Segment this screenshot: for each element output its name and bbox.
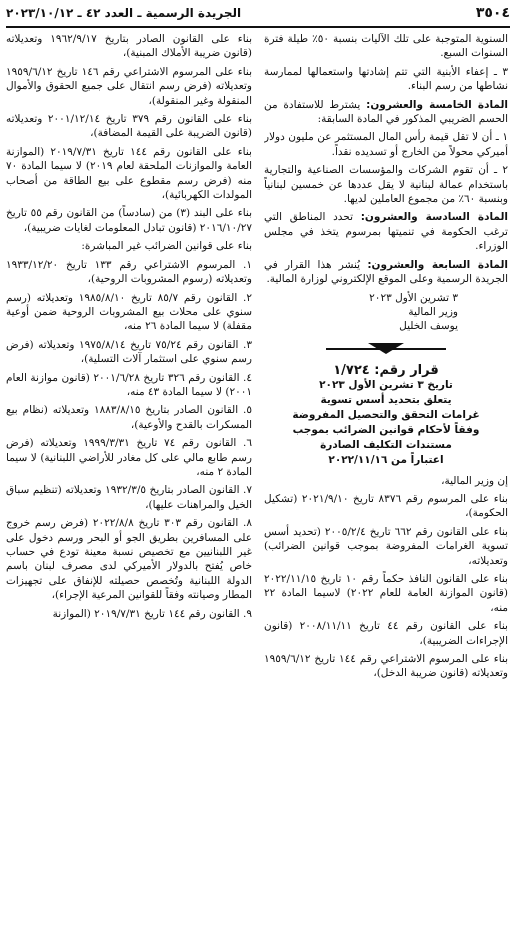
legal-basis-item: بناء على البند (٣) من (سادساً) من القانون رقم ٥٥ تاريخ ٢٠١٦/١٠/٢٧ (قانون تبادل المعلومات لغايات ضريبية)،: [6, 207, 252, 234]
legal-basis-item: بناء على القانون النافذ حكماً رقم ١٠ تاريخ ٢٠٢٢/١١/١٥ (قانون الموازنة العامة للعام ٢٠٢٢) لاسيما المادة ٢٢ منه،: [264, 572, 508, 614]
paragraph: ٢ ـ أن تقوم الشركات والمؤسسات الصناعية والتجارية باستخدام عمالة لبنانية لا يقل عددها عن خمسين لبنانياً وبنسبة ٦٠٪ من مجموع العاملين لديها.: [264, 164, 508, 206]
indirect-tax-law-item: ٢. القانون رقم ٨٥/٧ تاريخ ١٩٨٥/٨/١٠ وتعديلاته (رسم سنوي على محلات بيع المشروبات الروحية ضمن أوعية مقفلة) لا سيما المادة ٢٦ منه،: [6, 291, 252, 333]
paragraph: السنوية المتوجبة على تلك الآليات بنسبة ٥٠٪ طيلة فترة السنوات السبع.: [264, 33, 508, 60]
indirect-tax-law-item: ١. المرسوم الاشتراعي رقم ١٣٣ تاريخ ١٩٣٣/١٢/٢٠ وتعديلاته (رسوم المشروبات الروحية)،: [6, 258, 252, 286]
article-heading: المادة السادسة والعشرون:: [360, 211, 508, 224]
minister-line: إن وزير المالية،: [441, 474, 508, 487]
left-column: [6, 32, 252, 928]
decision-heading: [264, 363, 508, 468]
decision-number: قرار رقم: ١/٧٢٤: [333, 362, 439, 378]
legal-basis-item: بناء على القانون رقم ١٤٤ تاريخ ٢٠١٩/٧/٣١ (الموازنة العامة والموازنات الملحقة لعام ٢٠١٩) لا سيما المادة ٧٠ منه (فرض رسم مقطوع على بيع الطاقة من أصحاب المولدات الكهربائية)،: [6, 145, 252, 202]
right-column: [264, 32, 508, 922]
signature-name: يوسف الخليل: [399, 319, 458, 332]
indirect-tax-law-item: ٩. القانون رقم ١٤٤ تاريخ ٢٠١٩/٧/٣١ (الموازنة: [52, 607, 252, 620]
indirect-tax-law-item: ٤. القانون رقم ٣٢٦ تاريخ ٢٠٠١/٦/٢٨ (قانون موازنة العام ٢٠٠١) لا سيما المادة ٤٣ منه،: [6, 371, 252, 398]
paragraph: ١ ـ أن لا تقل قيمة رأس المال المستثمر عن مليون دولار أميركي محولاً من الخارج أو تسديده نقداً.: [264, 131, 508, 158]
legal-basis-item: بناء على المرسوم الاشتراعي رقم ١٤٦ تاريخ ١٩٥٩/٦/١٢ وتعديلاته (فرض رسم انتقال على جميع الحقوق والأموال المنقولة وغير المنقولة)،: [6, 65, 252, 107]
signature-block: [264, 291, 508, 333]
decision-subject-line: اعتباراً من ٢٠٢٢/١١/١٦: [328, 453, 444, 466]
section-divider: [326, 343, 446, 355]
decision-subject-line: مستندات التكليف الصادرة: [320, 438, 452, 451]
legal-basis-item: بناء على القانون رقم ٦٦٢ تاريخ ٢٠٠٥/٢/٤ (تحديد أسس تسوية الغرامات المفروضة بموجب قوانين الضرائب) وتعديلاته،: [264, 525, 508, 567]
article-text: تحدد المناطق التي ترغب الحكومة في تنميتها بمرسوم يتخذ في مجلس الوزراء.: [264, 211, 508, 253]
indirect-tax-law-item: ٥. القانون الصادر بتاريخ ١٨٨٣/٨/١٥ وتعديلاته (نظام بيع المسكرات بالقدح والأوعية)،: [6, 404, 252, 431]
article-25: [264, 98, 508, 127]
decision-subject-line: غرامات التحقق والتحصيل المفروضة: [292, 408, 480, 421]
legal-basis-item: بناء على المرسوم رقم ٨٣٧٦ تاريخ ٢٠٢١/٩/١٠ (تشكيل الحكومة)،: [264, 492, 508, 520]
page-header: [6, 2, 510, 24]
header-rule: [6, 26, 510, 28]
legal-basis-item: بناء على القانون رقم ٣٧٩ تاريخ ٢٠٠١/١٢/١٤ وتعديلاته (قانون الضريبة على القيمة المضافة)،: [6, 113, 252, 140]
page-number: ٣٥٠٤: [475, 5, 510, 21]
article-text: يشترط للاستفادة من الحسم الضريبي المذكور في المادة السابقة:: [264, 98, 508, 126]
decision-subject-line: يتعلق بتحديد أسس تسوية: [320, 393, 452, 406]
decision-subject-line: وفقاً لأحكام قوانين الضرائب بموجب: [292, 423, 480, 436]
indirect-tax-law-item: ٦. القانون رقم ٧٤ تاريخ ١٩٩٩/٣/٣١ وتعديلاته (فرض رسم طابع مالي على كل مغادر للأراضي اللبنانية) لا سيما المادة ٢ منه،: [6, 437, 252, 478]
legal-basis-item: بناء على قوانين الضرائب غير المباشرة:: [81, 240, 252, 253]
indirect-tax-law-item: ٨. القانون رقم ٣٠٣ تاريخ ٢٠٢٢/٨/٨ (فرض رسم خروج على المسافرين بطريق الجو أو البحر ورسم دخول على غير اللبنانيين مع تخصيص نسبة معينة تودع في حساب خاص يُفتح بالدولار الأميركي لدى مصرف لبنان باسم الدولة اللبنانية وتُخصص حصيلته للإنفاق على تجهيزات المطار وصيانته وفقاً للقوانين المرعية الإجراء)،: [6, 517, 252, 602]
legal-basis-item: بناء على القانون رقم ٤٤ تاريخ ٢٠٠٨/١١/١١ (قانون الإجراءات الضريبية)،: [264, 620, 508, 647]
indirect-tax-law-item: ٧. القانون الصادر بتاريخ ١٩٣٢/٣/٥ وتعديلاته (تنظيم سباق الخيل والمراهنات عليها)،: [6, 484, 252, 511]
indirect-tax-law-item: ٣. القانون رقم ٧٥/٢٤ تاريخ ١٩٧٥/٨/١٤ وتعديلاته (فرض رسم سنوي على استثمار آلات التسلية)،: [6, 338, 252, 366]
legal-basis-item: بناء على المرسوم الاشتراعي رقم ١٤٤ تاريخ ١٩٥٩/٦/١٢ وتعديلاته (قانون ضريبة الدخل)،: [264, 652, 508, 680]
paragraph: ٣ ـ إعفاء الأبنية التي تتم إشادتها واستعمالها لممارسة نشاطها من رسم البناء.: [264, 65, 508, 93]
article-heading: المادة السابعة والعشرون:: [367, 258, 508, 271]
legal-basis-item: بناء على القانون الصادر بتاريخ ١٩٦٢/٩/١٧ وتعديلاته (قانون ضريبة الأملاك المبنية)،: [6, 33, 252, 60]
decision-date: تاريخ ٣ تشرين الأول ٢٠٢٣: [319, 378, 453, 391]
article-text: يُنشر هذا القرار في الجريدة الرسمية وعلى الموقع الإلكتروني لوزارة المالية.: [264, 258, 508, 286]
gazette-title: الجريدة الرسمية ـ العدد ٤٢ ـ ٢٠٢٣/١٠/١٢: [6, 6, 242, 20]
signature-date: ٣ تشرين الأول ٢٠٢٣: [369, 291, 458, 304]
signature-title: وزير المالية: [408, 305, 458, 318]
article-26: [264, 210, 508, 253]
article-heading: المادة الخامسة والعشرون:: [366, 98, 508, 111]
article-27: [264, 258, 508, 287]
